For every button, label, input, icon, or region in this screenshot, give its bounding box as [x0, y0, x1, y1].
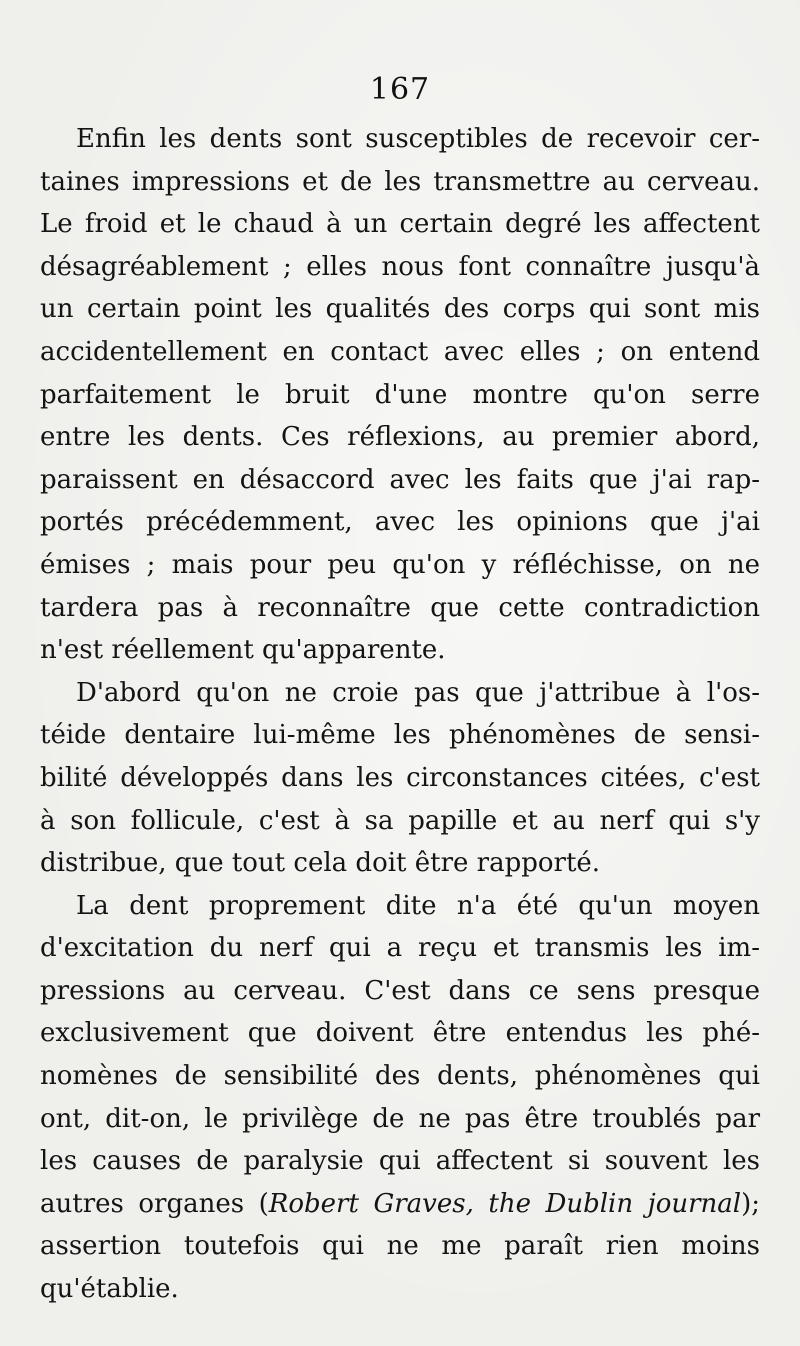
text-line: bilité développés dans les circonstances citées, c'est	[40, 762, 760, 793]
paragraph-1	[40, 118, 760, 672]
text-line: d'excitation du nerf qui a reçu et transmis les im-	[40, 933, 760, 964]
text-line: D'abord qu'on ne croie pas que j'attribue à l'os-	[76, 677, 760, 708]
text-line: portés précédemment, avec les opinions que j'ai	[40, 507, 760, 538]
text-line: Enfin les dents sont susceptibles de recevoir cer-	[76, 124, 760, 154]
page-body	[40, 118, 760, 1311]
text-line: exclusivement que doivent être entendus les phé-	[40, 1018, 760, 1049]
text-line: ont, dit-on, le privilège de ne pas être troublés par	[40, 1103, 760, 1134]
text-line: Le froid et le chaud à un certain degré les affectent	[40, 209, 760, 240]
citation-before: autres organes (	[40, 1188, 269, 1219]
paragraph-3	[40, 885, 760, 1311]
text-line: qu'établie.	[40, 1274, 179, 1305]
text-line: entre les dents. Ces réflexions, au premier abord,	[40, 422, 760, 453]
text-line: un certain point les qualités des corps qui sont mis	[40, 294, 760, 325]
page-number: 167	[369, 72, 431, 107]
text-line: paraissent en désaccord avec les faits que j'ai rap-	[40, 464, 760, 495]
citation-after: );	[741, 1188, 760, 1219]
text-line: téide dentaire lui-même les phénomènes de sensi-	[40, 720, 760, 751]
text-line: désagréablement ; elles nous font connaître jusqu'à	[40, 251, 760, 282]
text-line: taines impressions et de les transmettre au cerveau.	[40, 166, 760, 197]
citation-reference: Robert Graves, the Dublin journal	[268, 1188, 742, 1219]
text-line: assertion toutefois qui ne me paraît rien moins	[40, 1231, 760, 1262]
text-line: La dent proprement dite n'a été qu'un moyen	[76, 890, 760, 921]
text-line: pressions au cerveau. C'est dans ce sens presque	[40, 975, 760, 1006]
text-line: les causes de paralysie qui affectent si souvent les	[40, 1146, 760, 1177]
text-line: nomènes de sensibilité des dents, phénomènes qui	[40, 1061, 760, 1092]
text-line: parfaitement le bruit d'une montre qu'on serre	[40, 379, 760, 410]
text-line: tardera pas à reconnaître que cette contradiction	[40, 592, 760, 623]
text-line: à son follicule, c'est à sa papille et au nerf qui s'y	[40, 805, 760, 836]
text-line: distribue, que tout cela doit être rapporté.	[40, 848, 601, 879]
citation-line	[40, 1183, 760, 1226]
text-line: émises ; mais pour peu qu'on y réfléchisse, on ne	[40, 549, 760, 580]
text-line: n'est réellement qu'apparente.	[40, 635, 446, 666]
text-line: accidentellement en contact avec elles ; on entend	[40, 336, 760, 367]
paragraph-2	[40, 672, 760, 885]
